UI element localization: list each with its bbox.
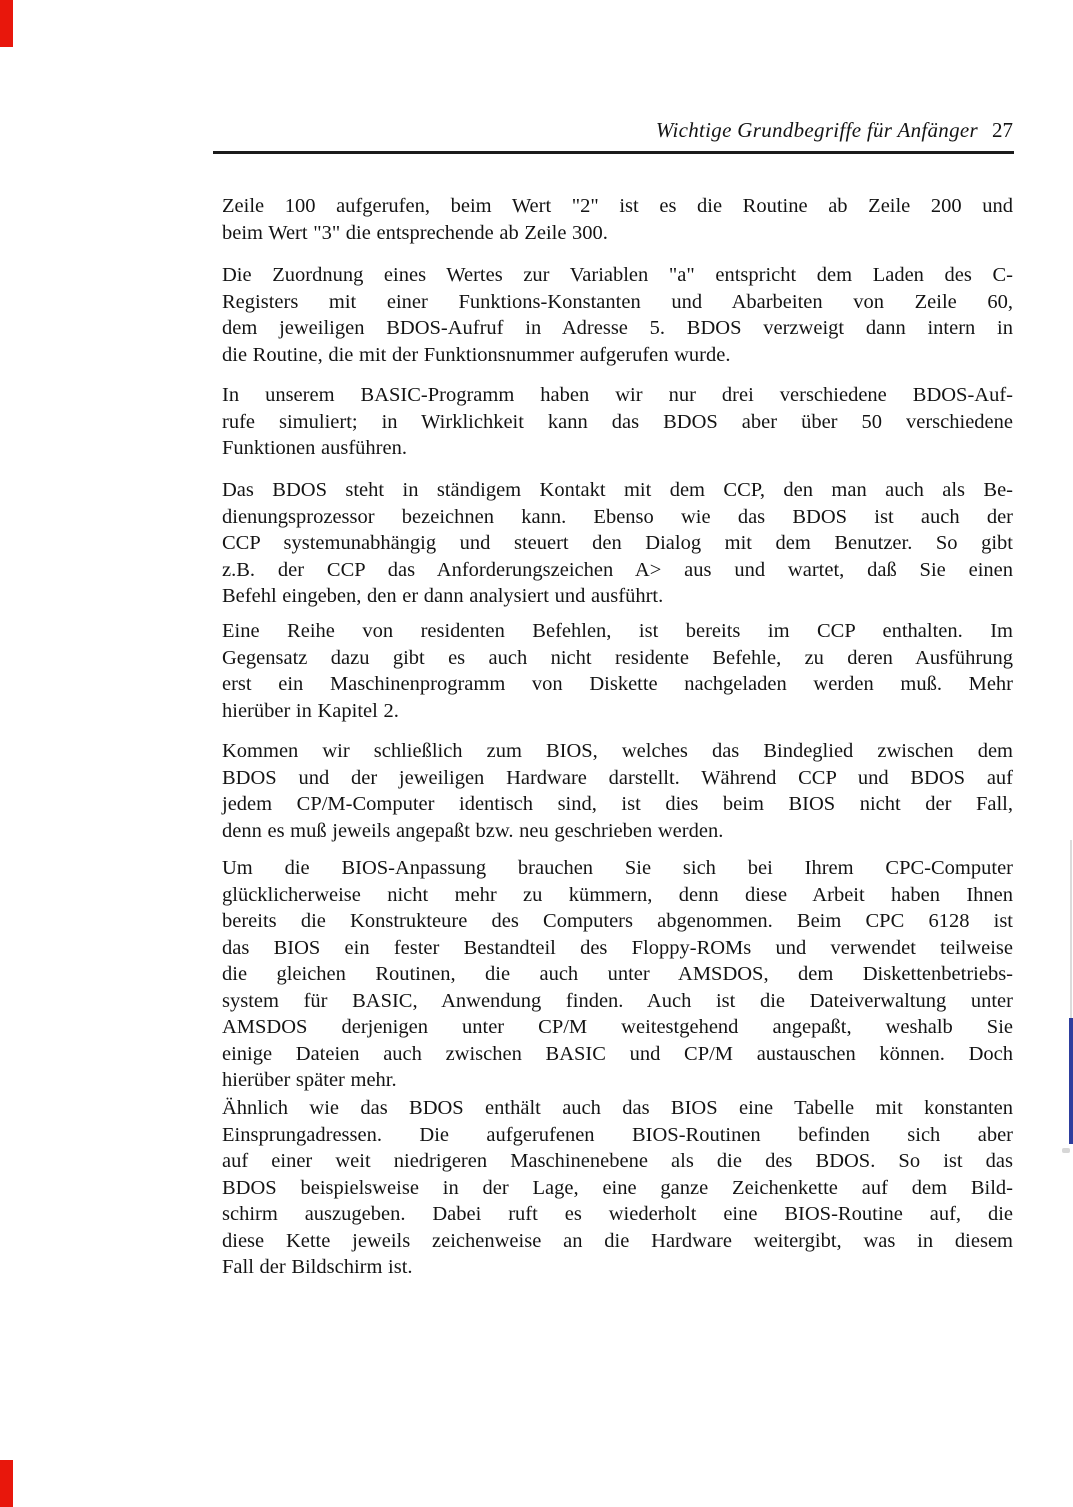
paragraph-line: In unserem BASIC-Programm haben wir nur drei verschiedene BDOS-Auf- bbox=[222, 384, 1013, 406]
running-header-title: Wichtige Grundbegriffe für Anfänger bbox=[655, 118, 978, 142]
scan-mark-red-top-left bbox=[0, 0, 13, 47]
paragraph-line: einige Dateien auch zwischen BASIC und CP/M austauschen können. Doch bbox=[222, 1042, 1013, 1065]
paragraph bbox=[222, 193, 1013, 246]
paragraph-line: Kommen wir schließlich zum BIOS, welches das Bindeglied zwischen dem bbox=[222, 740, 1013, 762]
paragraph-line: das BIOS ein fester Bestandteil des Floppy-ROMs und verwendet teilweise bbox=[222, 936, 1013, 959]
paragraph-line: BDOS und der jeweiligen Hardware darstellt. Während CCP und BDOS auf bbox=[222, 766, 1013, 789]
paragraph-line: Die Zuordnung eines Wertes zur Variablen "a" entspricht dem Laden des C- bbox=[222, 264, 1013, 286]
paragraph-line: Ähnlich wie das BDOS enthält auch das BIOS eine Tabelle mit konstanten bbox=[222, 1097, 1013, 1119]
paragraph-line: auf einer weit niedrigeren Maschinenebene als die des BDOS. So ist das bbox=[222, 1150, 1013, 1172]
paragraph-line: beim Wert "3" die entsprechende ab Zeile 300. bbox=[222, 221, 608, 244]
header-rule bbox=[213, 151, 1014, 154]
paragraph bbox=[222, 477, 1013, 610]
scan-mark-red-bottom-left bbox=[0, 1460, 13, 1507]
paragraph-line: z.B. der CCP das Anforderungszeichen A> aus und wartet, daß Sie einen bbox=[222, 558, 1013, 581]
paragraph bbox=[222, 855, 1013, 1094]
paragraph-line: bereits die Konstrukteure des Computers abgenommen. Beim CPC 6128 ist bbox=[222, 910, 1013, 932]
paragraph-line: diese Kette jeweils zeichenweise an die Hardware weitergibt, was in diesem bbox=[222, 1229, 1013, 1252]
paragraph-line: BDOS beispielsweise in der Lage, eine ganze Zeichenkette auf dem Bild- bbox=[222, 1176, 1013, 1199]
paragraph-line: Einsprungadressen. Die aufgerufenen BIOS-Routinen befinden sich aber bbox=[222, 1123, 1013, 1146]
paragraph-line: glücklicherweise nicht mehr zu kümmern, denn diese Arbeit haben Ihnen bbox=[222, 883, 1013, 906]
paragraph-line: rufe simuliert; in Wirklichkeit kann das BDOS aber über 50 verschiedene bbox=[222, 410, 1013, 433]
paragraph-line: AMSDOS derjenigen unter CP/M weitestgehend angepaßt, weshalb Sie bbox=[222, 1016, 1013, 1038]
paragraph bbox=[222, 738, 1013, 844]
paragraph-line: Gegensatz dazu gibt es auch nicht residente Befehle, zu deren Ausführung bbox=[222, 646, 1013, 669]
paragraph bbox=[222, 262, 1013, 368]
paragraph-line: Registers mit einer Funktions-Konstanten und Abarbeiten von Zeile 60, bbox=[222, 290, 1013, 313]
paragraph-line: hierüber in Kapitel 2. bbox=[222, 699, 399, 722]
paragraph-line: erst ein Maschinenprogramm von Diskette nachgeladen werden muß. Mehr bbox=[222, 673, 1013, 695]
paragraph-line: denn es muß jeweils angepaßt bzw. neu geschrieben werden. bbox=[222, 819, 724, 842]
paragraph bbox=[222, 618, 1013, 724]
scan-smudge bbox=[1062, 1148, 1070, 1153]
paragraph-line: Funktionen ausführen. bbox=[222, 437, 407, 459]
paragraph-line: die gleichen Routinen, die auch unter AMSDOS, dem Diskettenbetriebs- bbox=[222, 963, 1013, 985]
paragraph-line: Eine Reihe von residenten Befehlen, ist bereits im CCP enthalten. Im bbox=[222, 620, 1013, 642]
paragraph-line: Das BDOS steht in ständigem Kontakt mit dem CCP, den man auch als Be- bbox=[222, 479, 1013, 501]
paragraph-line: CCP systemunabhängig und steuert den Dialog mit dem Benutzer. So gibt bbox=[222, 532, 1013, 554]
scan-mark-blue-right-edge bbox=[1069, 1018, 1073, 1144]
paragraph-line: die Routine, die mit der Funktionsnummer aufgerufen wurde. bbox=[222, 343, 731, 366]
paragraph-line: Befehl eingeben, den er dann analysiert und ausführt. bbox=[222, 585, 664, 607]
paragraph-line: Um die BIOS-Anpassung brauchen Sie sich bei Ihrem CPC-Computer bbox=[222, 857, 1013, 879]
paragraph-line: system für BASIC, Anwendung finden. Auch ist die Dateiverwaltung unter bbox=[222, 989, 1013, 1012]
running-header bbox=[222, 118, 1013, 143]
page-number: 27 bbox=[992, 118, 1013, 142]
paragraph bbox=[222, 1095, 1013, 1281]
paragraph-line: jedem CP/M-Computer identisch sind, ist dies beim BIOS nicht der Fall, bbox=[222, 793, 1013, 815]
paragraph-line: schirm auszugeben. Dabei ruft es wiederholt eine BIOS-Routine auf, die bbox=[222, 1203, 1013, 1225]
paragraph-line: dem jeweiligen BDOS-Aufruf in Adresse 5. BDOS verzweigt dann intern in bbox=[222, 317, 1013, 339]
paragraph-line: hierüber später mehr. bbox=[222, 1069, 397, 1091]
paragraph bbox=[222, 382, 1013, 462]
paragraph-line: Fall der Bildschirm ist. bbox=[222, 1256, 413, 1278]
scan-edge-hairline bbox=[1070, 840, 1072, 1018]
paragraph-line: Zeile 100 aufgerufen, beim Wert "2" ist es die Routine ab Zeile 200 und bbox=[222, 195, 1013, 217]
paragraph-line: dienungsprozessor bezeichnen kann. Ebenso wie das BDOS ist auch der bbox=[222, 505, 1013, 528]
